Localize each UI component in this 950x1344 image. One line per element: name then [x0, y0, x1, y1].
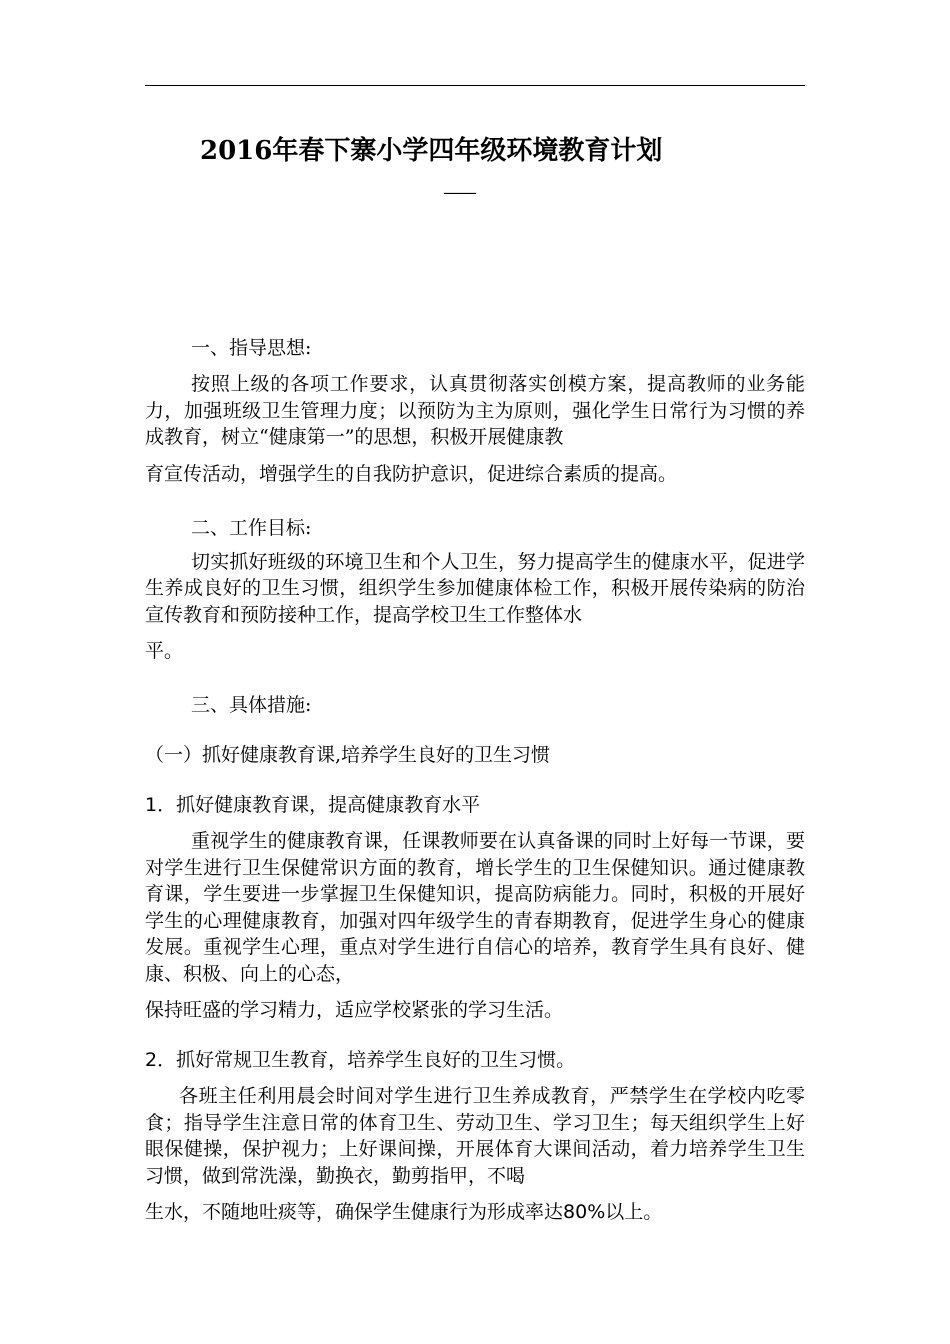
item-body-2-last-line — [145, 1197, 805, 1227]
item-title-1: 抓好健康教育课，提高健康教育水平 — [176, 794, 481, 816]
header-rule — [145, 85, 805, 86]
item-number-1: 1． — [145, 794, 177, 816]
item-body-1: 重视学生的健康教育课，任课教师要在认真备课的同时上好每一节课，要对学生进行卫生保健常识方面的教育，增长学生的卫生保健知识。通过健康教育课，学生要进一步掌握卫生保健知识，提高防病能力。同时，积极的开展好学生的心理健康教育，加强对四年级学生的青春期教育，促进学生身心的健康发展。重视学生心理，重点对学生进行自信心的培养，教育学生具有良好、健康、积极、向上的心态， — [145, 830, 805, 985]
section-body-work-goals-last-line: 平。 — [145, 640, 184, 662]
subsection-heading-health-class: （一）抓好健康教育课,培养学生良好的卫生习惯 — [145, 744, 551, 766]
item-body-2-last-text-a: 生水，不随地吐痰等，确保学生健康行为形成率达 — [145, 1201, 564, 1223]
document-body — [145, 333, 805, 1227]
item-title-2: 抓好常规卫生教育，培养学生良好的卫生习惯。 — [176, 1049, 576, 1071]
title-dash: —— — [443, 182, 475, 203]
section-heading-guiding-thought: 一、指导思想: — [191, 337, 312, 359]
item-body-2-last-text-b: 以上。 — [605, 1201, 663, 1223]
item-number-2: 2． — [145, 1049, 177, 1071]
item-body-2-percentage: 80% — [563, 1201, 606, 1223]
item-body-2: 各班主任利用晨会时间对学生进行卫生养成教育，严禁学生在学校内吃零食；指导学生注意日常的体育卫生、劳动卫生、学习卫生；每天组织学生上好眼保健操，保护视力；上好课间操，开展体育大课间活动，着力培养学生卫生习惯，做到常洗澡，勤换衣，勤剪指甲，不喝 — [145, 1085, 805, 1187]
section-body-work-goals: 切实抓好班级的环境卫生和个人卫生，努力提高学生的健康水平，促进学生养成良好的卫生习惯，组织学生参加健康体检工作，积极开展传染病的防治宣传教育和预防接种工作，提高学校卫生工作整体水 — [145, 550, 805, 626]
item-body-1-last-line: 保持旺盛的学习精力，适应学校紧张的学习生活。 — [145, 999, 564, 1021]
section-heading-work-goals: 二、工作目标: — [191, 516, 312, 539]
item-heading-1 — [145, 790, 805, 820]
section-body-guiding-thought: 按照上级的各项工作要求，认真贯彻落实创模方案，提高教师的业务能力，加强班级卫生管理力度；以预防为主为原则，强化学生日常行为习惯的养成教育，树立“健康第一”的思想，积极开展健康教 — [145, 373, 805, 448]
document-title: 2016年春下寨小学四年级环境教育计划 — [200, 136, 663, 166]
item-heading-2 — [145, 1045, 805, 1075]
section-body-guiding-thought-last-line: 育宣传活动，增强学生的自我防护意识，促进综合素质的提高。 — [145, 462, 678, 485]
section-heading-measures: 三、具体措施: — [191, 694, 312, 716]
